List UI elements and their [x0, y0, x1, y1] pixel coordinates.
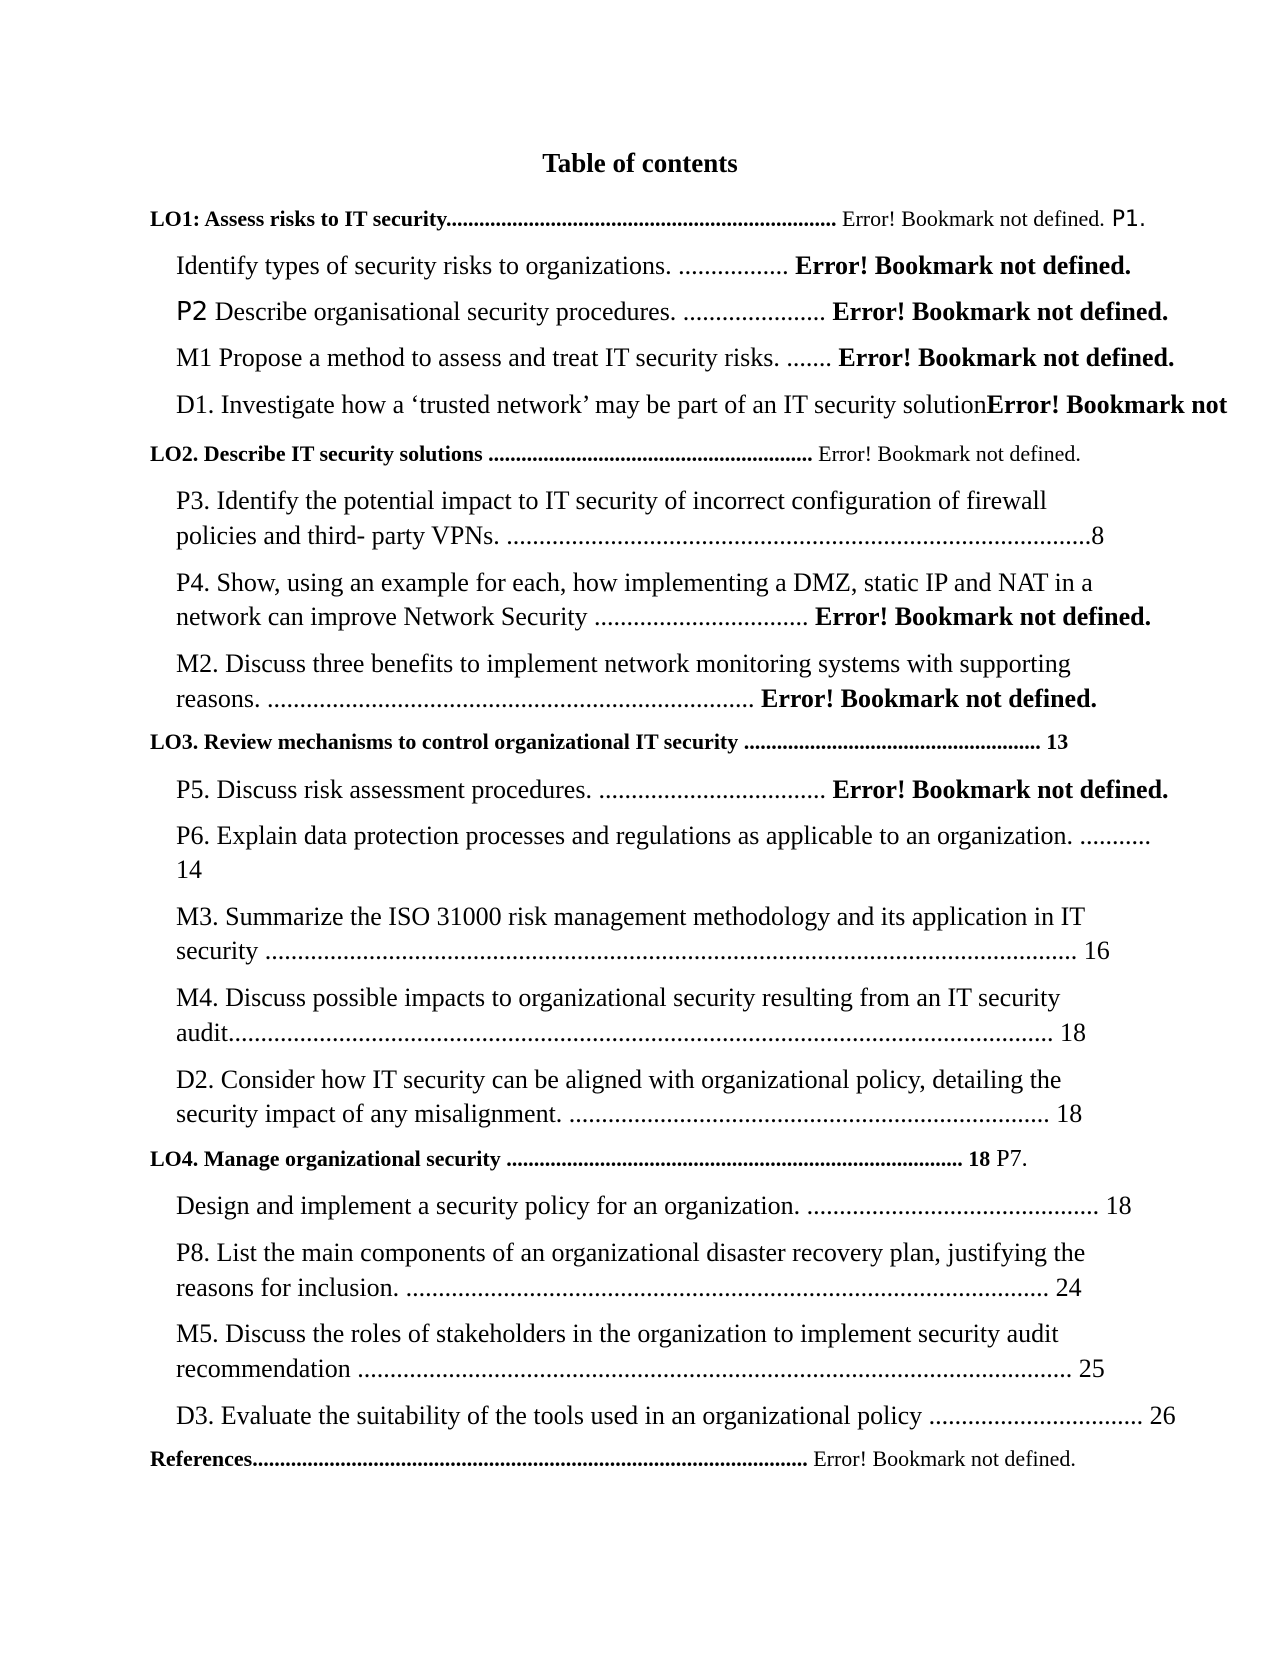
toc-page-ref: Error! Bookmark not defined.: [807, 1446, 1076, 1471]
toc-entry-p4[interactable]: [176, 570, 1093, 596]
toc-entry-text: reasons. ...........................................................................: [176, 684, 761, 713]
toc-entry-lo3[interactable]: [150, 731, 1068, 753]
toc-entry-p3[interactable]: [176, 488, 1047, 514]
toc-page-ref: Error! Bookmark not defined.: [838, 343, 1175, 372]
toc-entry-text: Identify types of security risks to organizations. .................: [176, 251, 796, 280]
toc-entry-p5[interactable]: [176, 777, 1169, 803]
toc-entry-m3-cont[interactable]: [176, 938, 1110, 964]
toc-heading-lo1: LO1: Assess risks to IT security: [150, 206, 447, 231]
toc-entry-p7[interactable]: [176, 1193, 1132, 1219]
toc-entry-m4-cont[interactable]: [176, 1020, 1086, 1046]
toc-entry-text: Describe organisational security procedures. ......................: [208, 297, 833, 326]
toc-entry-text: P5. Discuss risk assessment procedures. ...................................: [176, 775, 833, 804]
toc-entry-text: recommendation .............................................................................................................. 25: [176, 1354, 1105, 1383]
toc-entry-p4-cont[interactable]: [176, 604, 1151, 630]
toc-heading-references: References.....................................................................................................: [150, 1446, 808, 1471]
toc-entry-p8[interactable]: [176, 1240, 1085, 1266]
toc-page-ref: Error! Bookmark not defined.: [795, 251, 1132, 280]
toc-entry-text: M5. Discuss the roles of stakeholders in the organization to implement security audit: [176, 1319, 1059, 1348]
toc-heading-lo3: LO3. Review mechanisms to control organizational IT security ...................................................... 13: [150, 729, 1069, 754]
toc-entry-d2[interactable]: [176, 1067, 1061, 1093]
toc-entry-text: D3. Evaluate the suitability of the tools used in an organizational policy ................................. 26: [176, 1401, 1176, 1430]
toc-entry-text: network can improve Network Security .................................: [176, 602, 816, 631]
toc-entry-text: reasons for inclusion. ................................................................................................... 24: [176, 1273, 1082, 1302]
toc-page-ref: Error! Bookmark not: [986, 390, 1228, 419]
toc-entry-p8-cont[interactable]: [176, 1275, 1082, 1301]
toc-entry-p3-cont[interactable]: [176, 523, 1104, 549]
toc-entry-m1[interactable]: [176, 345, 1175, 371]
toc-entry-text: M2. Discuss three benefits to implement network monitoring systems with supporting: [176, 649, 1071, 678]
toc-entry-d1[interactable]: [176, 392, 1227, 418]
toc-entry-text: P4. Show, using an example for each, how implementing a DMZ, static IP and NAT in a: [176, 568, 1093, 597]
toc-page-ref: Error! Bookmark not defined.: [815, 602, 1152, 631]
toc-entry-p6-cont[interactable]: [176, 857, 202, 883]
toc-entry-p1[interactable]: [176, 253, 1131, 279]
toc-entry-text: policies and third- party VPNs. ..........................................................................................8: [176, 521, 1105, 550]
toc-entry-m5-cont[interactable]: [176, 1356, 1105, 1382]
toc-entry-lo4[interactable]: [150, 1147, 1028, 1171]
toc-entry-text: M4. Discuss possible impacts to organizational security resulting from an IT security: [176, 983, 1061, 1012]
toc-entry-text: D2. Consider how IT security can be aligned with organizational policy, detailing the: [176, 1065, 1062, 1094]
toc-entry-d2-cont[interactable]: [176, 1101, 1082, 1127]
toc-entry-m3[interactable]: [176, 904, 1085, 930]
toc-page-ref: Error! Bookmark not defined.: [812, 441, 1081, 466]
toc-entry-label: P2: [176, 297, 209, 327]
toc-entry-text: P8. List the main components of an organizational disaster recovery plan, justifying the: [176, 1238, 1086, 1267]
toc-entry-lo1[interactable]: [150, 208, 1146, 231]
toc-entry-p6[interactable]: [176, 823, 1151, 849]
page-title: Table of contents: [542, 148, 738, 178]
toc-trailing-label: P1.: [1104, 207, 1146, 232]
toc-entry-m2-cont[interactable]: [176, 686, 1097, 712]
toc-heading-lo2: LO2. Describe IT security solutions: [150, 441, 483, 466]
toc-entry-text: security impact of any misalignment. .......................................................................... 18: [176, 1099, 1083, 1128]
toc-entry-text: P6. Explain data protection processes and regulations as applicable to an organization. ...........: [176, 821, 1151, 850]
toc-entry-d3[interactable]: [176, 1403, 1176, 1429]
toc-entry-m5[interactable]: [176, 1321, 1059, 1347]
toc-entry-text: M3. Summarize the ISO 31000 risk management methodology and its application in IT: [176, 902, 1086, 931]
toc-entry-p2[interactable]: [176, 299, 1168, 325]
toc-entry-text: audit............................................................................................................................... 18: [176, 1018, 1086, 1047]
toc-entry-text: security ............................................................................................................................. 16: [176, 936, 1110, 965]
toc-entry-text: P3. Identify the potential impact to IT security of incorrect configuration of firewall: [176, 486, 1047, 515]
toc-entry-m4[interactable]: [176, 985, 1060, 1011]
toc-page-ref: Error! Bookmark not defined.: [832, 297, 1169, 326]
toc-page-ref: Error! Bookmark not defined.: [832, 775, 1169, 804]
toc-entry-references[interactable]: [150, 1448, 1076, 1470]
toc-entry-lo2[interactable]: [150, 443, 1081, 465]
toc-entry-text: D1. Investigate how a ‘trusted network’ may be part of an IT security solution: [176, 390, 987, 419]
toc-entry-text: Design and implement a security policy for an organization. ............................................. 18: [176, 1191, 1132, 1220]
toc-entry-m2[interactable]: [176, 651, 1071, 677]
toc-page-ref: Error! Bookmark not defined.: [836, 206, 1105, 231]
toc-dots: .......................................................................: [446, 206, 837, 231]
toc-entry-text: 14: [176, 855, 202, 884]
toc-entry-text: M1 Propose a method to assess and treat IT security risks. .......: [176, 343, 839, 372]
toc-heading-lo4: LO4. Manage organizational security ................................................................................... 18: [150, 1146, 991, 1171]
toc-trailing-label: P7.: [990, 1146, 1028, 1172]
toc-page-ref: Error! Bookmark not defined.: [760, 684, 1098, 713]
toc-dots: ...........................................................: [482, 441, 813, 466]
